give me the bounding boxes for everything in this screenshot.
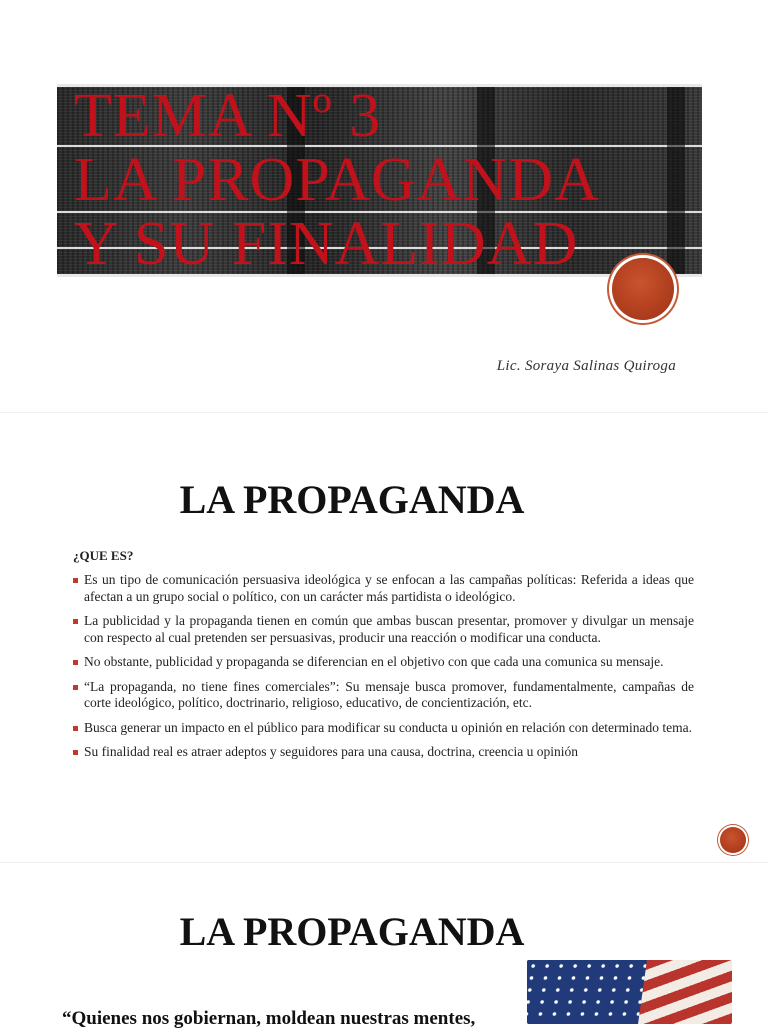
slide-title [74, 84, 600, 276]
quote-text: “Quienes nos gobiernan, moldean nuestras mentes, [62, 1008, 476, 1029]
question-label: ¿QUE ES? [73, 548, 134, 563]
flag-canton [527, 960, 647, 1024]
slide3-heading: LA PROPAGANDA [179, 909, 525, 954]
title-line-3: Y SU FINALIDAD [74, 210, 579, 278]
bullet-item: Busca generar un impacto en el público para modificar su conducta u opinión en relación con determinado tema. [73, 720, 694, 737]
title-line-1: TEMA Nº 3 [74, 82, 382, 150]
flag-image [527, 960, 732, 1024]
author-name: Lic. Soraya Salinas Quiroga [496, 358, 676, 374]
slide2-heading: LA PROPAGANDA [179, 477, 525, 522]
banner-column [667, 87, 685, 274]
slide-divider [0, 412, 768, 413]
bullet-item: Su finalidad real es atraer adeptos y seguidores para una causa, doctrina, creencia u opinión [73, 744, 694, 761]
bullet-list [73, 572, 694, 769]
slide-divider [0, 862, 768, 863]
bullet-item: La publicidad y la propaganda tienen en común que ambas buscan presentar, promover y divulgar un mensaje con respecto al cual pretenden ser persuasivas, producir una reacción o modificar una conducta. [73, 613, 694, 646]
title-line-2: LA PROPAGANDA [74, 146, 600, 214]
bullet-item: No obstante, publicidad y propaganda se diferencian en el objetivo con que cada una comunica su mensaje. [73, 654, 694, 671]
bullet-item: “La propaganda, no tiene fines comerciales”: Su mensaje busca promover, fundamentalmente, campañas de corte ideológico, político, doctrinario, religioso, educativo, de concientización, etc. [73, 679, 694, 712]
accent-circle [612, 258, 674, 320]
bullet-item: Es un tipo de comunicación persuasiva ideológica y se enfocan a las campañas políticas: Referida a ideas que afectan a un grupo social o político, con un carácter más partidista o ideológico. [73, 572, 694, 605]
accent-circle-small [720, 827, 746, 853]
